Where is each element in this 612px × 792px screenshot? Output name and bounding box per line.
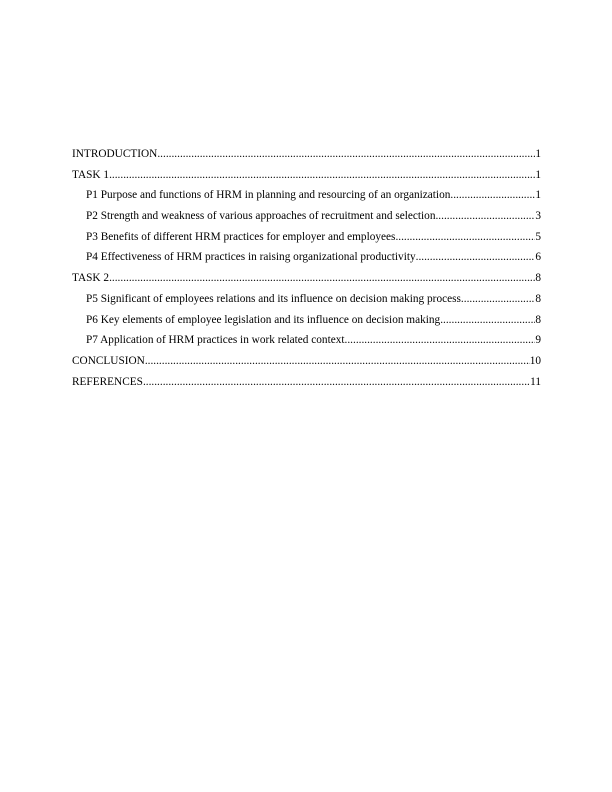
toc-entry-title: P2 Strength and weakness of various approaches of recruitment and selection bbox=[86, 210, 436, 223]
toc-entry-task-2[interactable] bbox=[72, 268, 541, 289]
toc-entry-title: INTRODUCTION bbox=[72, 148, 158, 160]
toc-dot-leader bbox=[109, 165, 535, 186]
toc-entry-title: CONCLUSION bbox=[72, 354, 145, 367]
toc-dot-leader bbox=[157, 144, 535, 165]
toc-entry-title: P4 Effectiveness of HRM practices in raising organizational productivity bbox=[86, 251, 416, 264]
toc-entry-p2[interactable] bbox=[72, 206, 541, 227]
toc-entry-p6[interactable] bbox=[72, 310, 541, 331]
toc-entry-introduction[interactable] bbox=[72, 144, 541, 165]
toc-dot-leader bbox=[435, 206, 535, 227]
toc-entry-title: P6 Key elements of employee legislation and its influence on decision making bbox=[86, 313, 441, 326]
toc-entry-title: TASK 1 bbox=[72, 168, 110, 181]
toc-entry-page: 6 bbox=[535, 251, 541, 264]
toc-entry-page: 1 bbox=[535, 148, 541, 160]
toc-dot-leader bbox=[461, 289, 535, 310]
toc-entry-page: 8 bbox=[535, 313, 541, 326]
toc-dot-leader bbox=[109, 268, 535, 289]
toc-entry-page: 8 bbox=[535, 292, 541, 305]
toc-entry-page: 3 bbox=[535, 210, 541, 223]
toc-entry-page: 10 bbox=[529, 354, 541, 367]
toc-entry-title: P7 Application of HRM practices in work related context bbox=[86, 334, 345, 347]
toc-entry-page: 11 bbox=[530, 375, 541, 388]
toc-dot-leader bbox=[450, 185, 535, 206]
toc-entry-p7[interactable] bbox=[72, 330, 541, 351]
toc-entry-page: 1 bbox=[535, 189, 541, 202]
toc-entry-p4[interactable] bbox=[72, 247, 541, 268]
toc-entry-page: 1 bbox=[535, 168, 541, 181]
toc-dot-leader bbox=[416, 247, 536, 268]
toc-dot-leader bbox=[145, 351, 530, 372]
toc-entry-page: 8 bbox=[535, 272, 541, 285]
toc-entry-title: P3 Benefits of different HRM practices for employer and employees bbox=[86, 230, 396, 243]
toc-entry-title: TASK 2 bbox=[72, 272, 110, 285]
toc-entry-task-1[interactable] bbox=[72, 165, 541, 186]
toc-entry-p3[interactable] bbox=[72, 227, 541, 248]
toc-entry-p5[interactable] bbox=[72, 289, 541, 310]
toc-entry-title: P5 Significant of employees relations and its influence on decision making process bbox=[86, 292, 461, 305]
toc-entry-page: 9 bbox=[535, 334, 541, 347]
toc-dot-leader bbox=[345, 330, 536, 351]
toc-entry-title: P1 Purpose and functions of HRM in planning and resourcing of an organization bbox=[86, 189, 451, 202]
toc-entry-title: REFERENCES bbox=[72, 375, 143, 388]
toc-dot-leader bbox=[143, 372, 530, 393]
toc-dot-leader bbox=[440, 310, 535, 331]
toc-entry-conclusion[interactable] bbox=[72, 351, 541, 372]
toc-dot-leader bbox=[395, 227, 535, 248]
toc-entry-references[interactable] bbox=[72, 372, 541, 393]
toc-entry-page: 5 bbox=[535, 230, 541, 243]
table-of-contents bbox=[72, 144, 541, 392]
toc-entry-p1[interactable] bbox=[72, 185, 541, 206]
